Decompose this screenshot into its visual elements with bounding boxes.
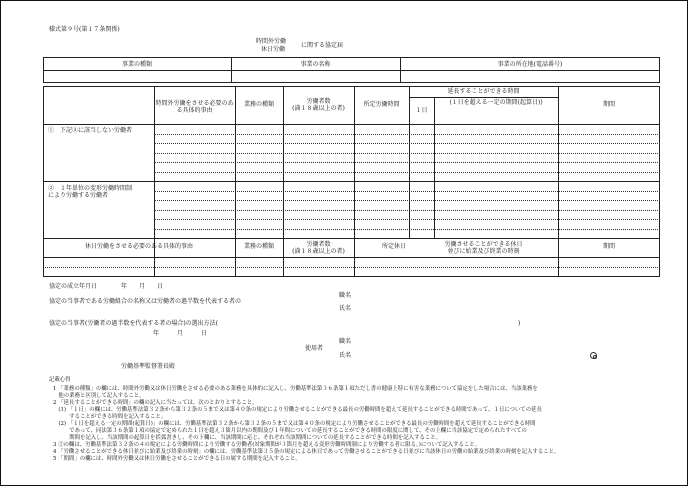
note-line: 他の業務と区別して記入すること。: [53, 393, 145, 399]
note-line: (2) 「１日を超える一定の期間(起算日)」の欄には、労働基準法第３２条から第３２条の５まで又は第４０条の規定により労働させることができる最長の労働時間を超えて延長することができる時間: [53, 421, 536, 427]
holiday-work-type-header: 業務の種類: [243, 243, 274, 250]
party-union-line: 協定の当事者である労働組合の名称又は労働者の過半数を代表する者の: [49, 298, 242, 305]
note-line: 1 「業務の種類」の欄には、時間外労働又は休日労働をさせる必要のある業務を具体的に記入し、労働基準法第３６条第１項ただし書の健康上特に有害な業務について協定をした場合には、当該業務を: [53, 386, 538, 392]
holiday-work-time-header: 労働させることができる休日 並びに始業及び終業の時刻: [444, 241, 523, 255]
reason-header: 時間外労働をさせる必要のある具体的事由: [155, 100, 234, 114]
holiday-workers-header: 労働者数 (満１８歳以上の者): [292, 241, 345, 255]
holiday-reason-header: 休日労働をさせる必要のある具体的事由: [84, 243, 193, 250]
signing-date: 年 月 日: [153, 330, 208, 337]
over-one-day-header: (１日を超える一定の期間(起算日)): [449, 99, 543, 106]
title-line-overtime: 時間外労働: [256, 38, 287, 45]
row1-label: ① 下記②に該当しない労働者: [48, 127, 133, 134]
note-line: であって、同法第３６条第１項の協定で定められた１日を超え３箇月以内の期間及び１年間についての延長することができる時間の限度に関して、その上欄に当該協定で定められたすべての: [53, 428, 527, 434]
work-type-header: 業務の種類: [243, 101, 274, 108]
row2-label: ② １年単位の変形労働時間制 により労働する労働者: [48, 185, 133, 199]
business-type-header: 事業の種類: [121, 61, 152, 68]
note-line: 期間を記入し、当該期間の起算日を括弧書きし、その下欄に、当該期間に応じ、それぞれ当該期間についての延長することができる時間を記入すること。: [53, 435, 442, 441]
employer-name-label: 氏名: [339, 352, 352, 359]
holiday-period-header: 期間: [602, 243, 615, 250]
note-line: 4 「労働させることができる休日並びに始業及び終業の時刻」の欄には、労働基準法第３５条の規定による休日であって労働させることができる日並びに当該休日の労働の始業及び終業の時刻を記入すること。: [53, 449, 560, 455]
period-header: 期間: [602, 101, 615, 108]
agreement-date: 協定の成立年月日 年 月 日: [49, 283, 164, 290]
title-suffix: に関する協定届: [301, 42, 344, 49]
business-type-field[interactable]: [45, 72, 231, 82]
selection-close: ): [518, 320, 521, 327]
note-line: することができる時間を記入すること。: [53, 414, 167, 420]
one-day-header: １日: [415, 107, 428, 114]
workers-header: 労働者数 (満１８歳以上の者): [292, 98, 345, 112]
employer-label: 使用者: [305, 345, 324, 352]
extendable-hours-header: 延長することができる時間: [447, 88, 520, 95]
business-name-field[interactable]: [233, 72, 399, 82]
business-address-field[interactable]: [402, 72, 658, 82]
note-line: (1) 「１日」の欄には、労働基準法第３２条から第３２条の５まで又は第４０条の規定により労働させることができる最長の労働時間を超えて延長することができる時間であって、１日についての延長: [53, 407, 542, 413]
employer-title-label: 職名: [339, 338, 352, 345]
union-title-label: 職名: [339, 292, 352, 299]
business-address-header: 事業の所在地(電話番号): [497, 61, 563, 68]
title-line-holiday: 休日労働: [261, 46, 286, 53]
labor-office-addressee: 労働基準監督署長殿: [121, 363, 176, 370]
seal-mark-icon: [590, 352, 597, 359]
business-name-header: 事業の名称: [300, 61, 331, 68]
note-line: 5 「期間」の欄には、時間外労働又は休日労働をさせることができる日の属する期間を記入すること。: [53, 456, 301, 462]
selection-method: 協定の当事者(労働者の過半数を代表する者の場合)の選出方法(: [49, 320, 219, 327]
form-number: 様式第９号(第１７条関係): [49, 26, 120, 33]
note-line: 3 ②の欄は、労働基準法第３２条の４の規定による労働時間により労働する労働者(対象期間が３箇月を超える変形労働時間制により労働する者に限る。)について記入すること。: [53, 442, 481, 448]
prescribed-hours-header: 所定労働時間: [363, 101, 400, 108]
note-line: 2 「延長することができる時間」の欄の記入に当たっては、次のとおりとすること。: [53, 400, 258, 406]
union-name-label: 氏名: [339, 305, 352, 312]
notes-heading: 記載心得: [49, 377, 71, 383]
holidays-header: 所定休日: [381, 243, 406, 250]
